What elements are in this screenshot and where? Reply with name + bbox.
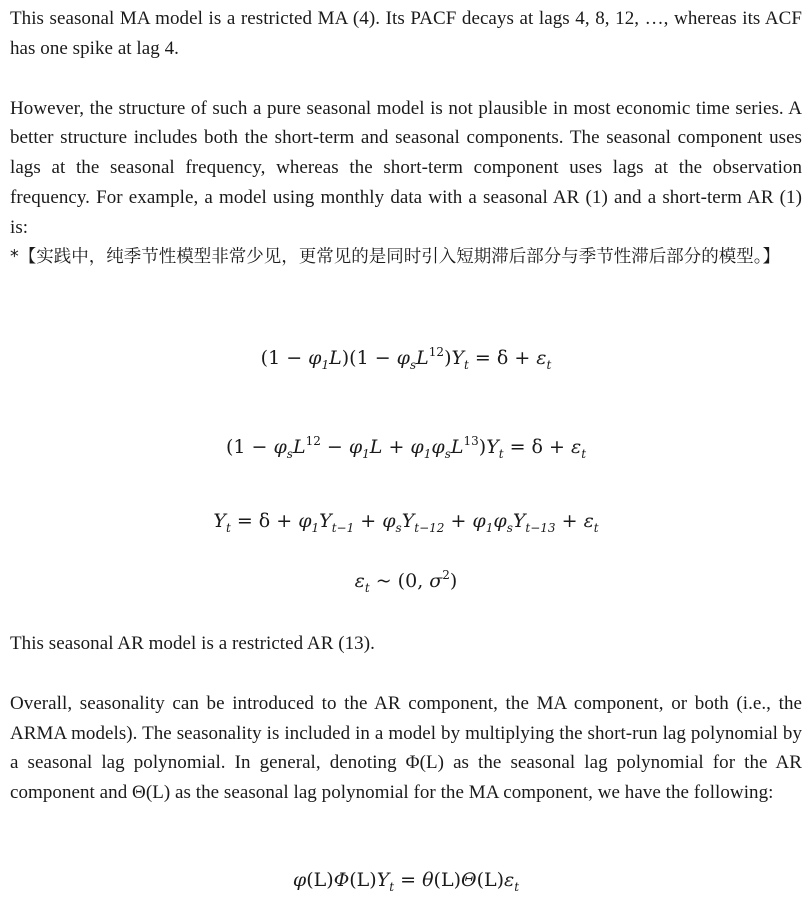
chinese-note: *【实践中，纯季节性模型非常少见，更常见的是同时引入短期滞后部分与季节性滞后部分的模型。】 bbox=[10, 246, 780, 267]
equation-3: $Y_t = \delta + \varphi_1Y_{t-1} + \varphi_sY_{t-12} + \varphi_1\varphi_sY_{t-13} + \varepsilon_t$ bbox=[213, 510, 599, 535]
equation-2: $(1 - \varphi_sL^{12} - \varphi_1L + \varphi_1\varphi_sL^{13})Y_t = \delta + \varepsilon_t$ bbox=[225, 434, 587, 461]
equation-1: $(1 - \varphi_1L)(1 - \varphi_sL^{12})Y_t = \delta + \varepsilon_t$ bbox=[260, 345, 552, 372]
equation-4: $\varepsilon_t$ ~ (0, $\sigma^2$) bbox=[354, 568, 458, 595]
paragraph-restricted-ar: This seasonal AR model is a restricted AR (13). bbox=[10, 633, 375, 654]
document-body bbox=[10, 4, 802, 272]
paragraph-seasonality-overall: Overall, seasonality can be introduced to the AR component, the MA component, or both (i.e., the ARMA models). The seasonality is included in a model by multiplying the short-run lag polynomial by a seasonal lag polynomial. In general, denoting Φ(L) as the seasonal lag polynomial for the AR component and Θ(L) as the seasonal lag polynomial for the MA component, we have the following: bbox=[10, 692, 802, 804]
document-body-lower bbox=[10, 629, 802, 808]
equation-5: $\varphi(L)\Phi(L)Y_t = \theta(L)\Theta(L)\varepsilon_t$ bbox=[292, 869, 520, 894]
paragraph-seasonal-structure: However, the structure of such a pure seasonal model is not plausible in most economic time series. A better structure includes both the short-term and seasonal components. The seasonal component uses lags at the seasonal frequency, whereas the short-term component uses lags at the observation frequency. For example, a model using monthly data with a seasonal AR (1) and a short-term AR (1) is: bbox=[10, 97, 802, 238]
paragraph-seasonal-ma: This seasonal MA model is a restricted MA (4). Its PACF decays at lags 4, 8, 12, …, whereas its ACF has one spike at lag 4. bbox=[10, 8, 802, 59]
